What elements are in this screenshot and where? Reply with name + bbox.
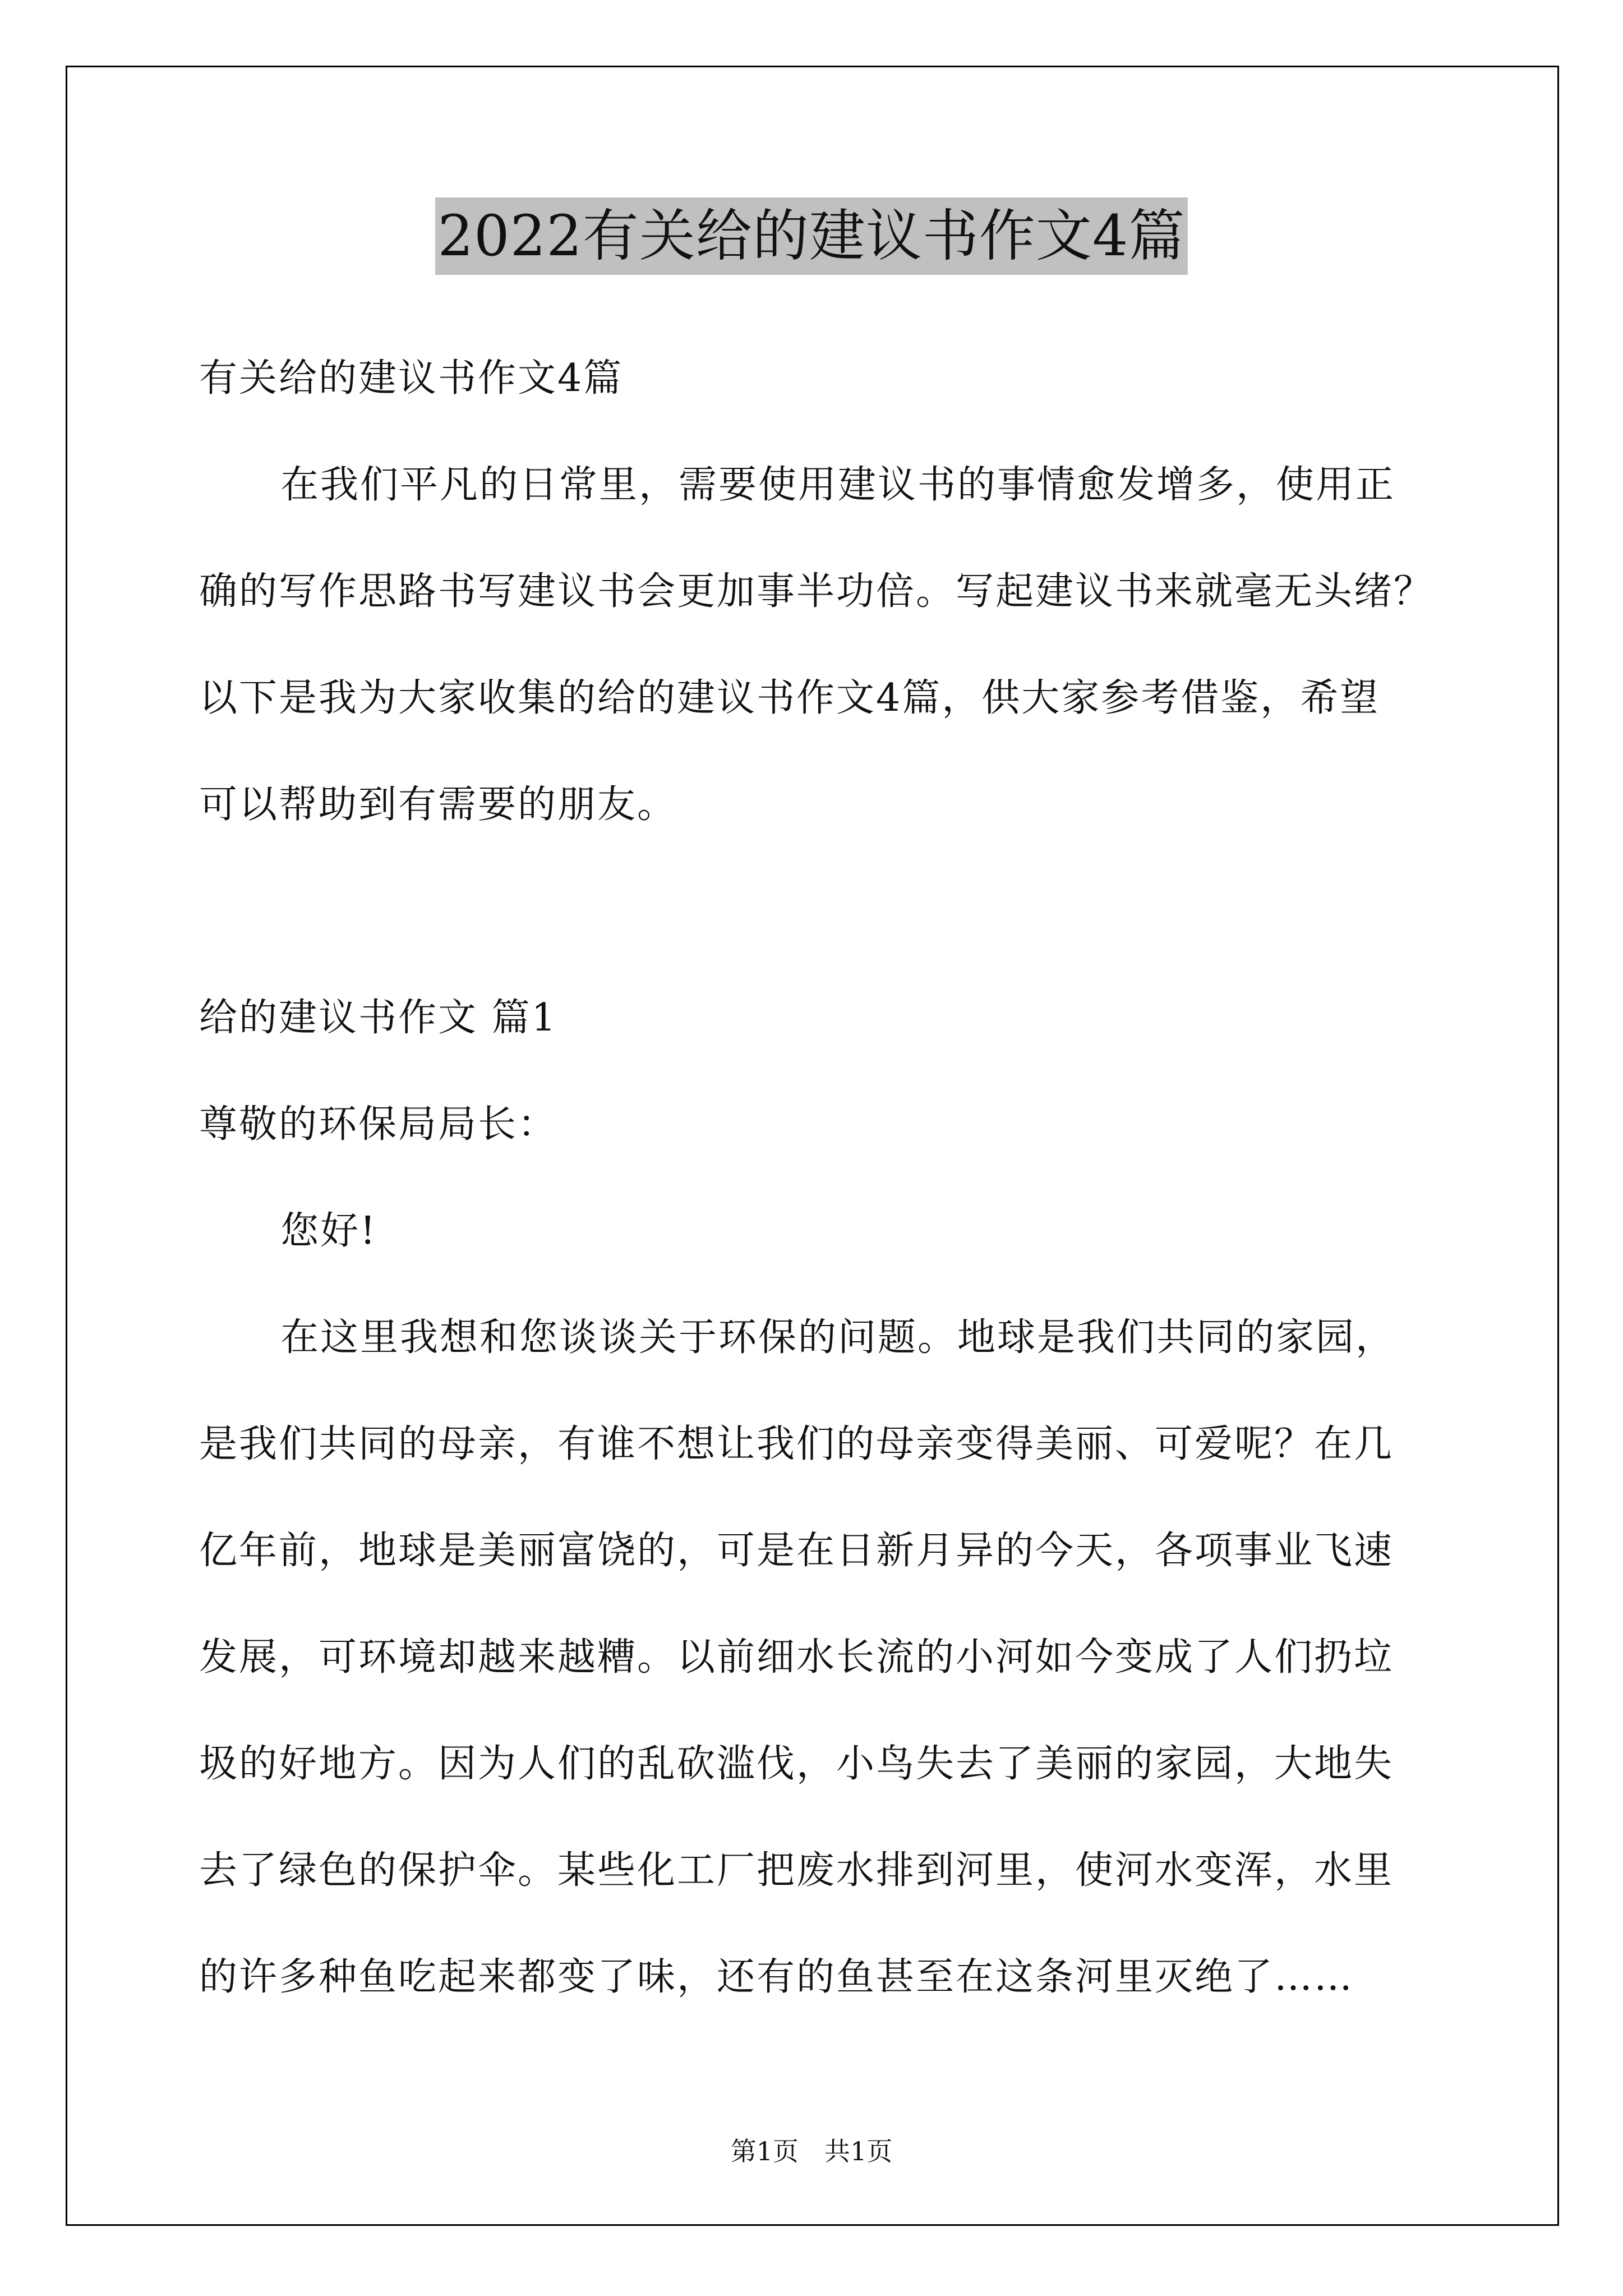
greeting: 您好! [280,1209,377,1253]
section-heading: 给的建议书作文 篇1 [199,996,557,1040]
document-title: 2022有关给的建议书作文4篇 [435,197,1187,275]
intro-line-4: 可以帮助到有需要的朋友。 [199,783,677,827]
body-line-3: 亿年前，地球是美丽富饶的，可是在日新月异的今天，各项事业飞速 [199,1529,1394,1573]
intro-line-2: 确的写作思路书写建议书会更加事半功倍。写起建议书来就毫无头绪？ [199,569,1434,614]
body-line-4: 发展，可环境却越来越糟。以前细水长流的小河如今变成了人们扔垃 [199,1635,1394,1680]
body-line-2: 是我们共同的母亲，有谁不想让我们的母亲变得美丽、可爱呢？在几 [199,1422,1394,1466]
intro-line-1: 在我们平凡的日常里，需要使用建议书的事情愈发增多，使用正 [280,463,1396,507]
body-line-5: 圾的好地方。因为人们的乱砍滥伐，小鸟失去了美丽的家园，大地失 [199,1742,1394,1786]
title-container [0,197,1623,275]
body-line-1: 在这里我想和您谈谈关于环保的问题。地球是我们共同的家园， [280,1315,1396,1360]
page-footer: 第1页 共1页 [730,2136,893,2166]
body-line-6: 去了绿色的保护伞。某些化工厂把废水排到河里，使河水变浑，水里 [199,1848,1394,1893]
salutation: 尊敬的环保局局长： [199,1102,558,1147]
intro-line-3: 以下是我为大家收集的给的建议书作文4篇，供大家参考借鉴，希望 [199,676,1380,720]
body-line-7: 的许多种鱼吃起来都变了味，还有的鱼甚至在这条河里灭绝了…… [199,1955,1354,1999]
document-subtitle: 有关给的建议书作文4篇 [199,356,624,401]
